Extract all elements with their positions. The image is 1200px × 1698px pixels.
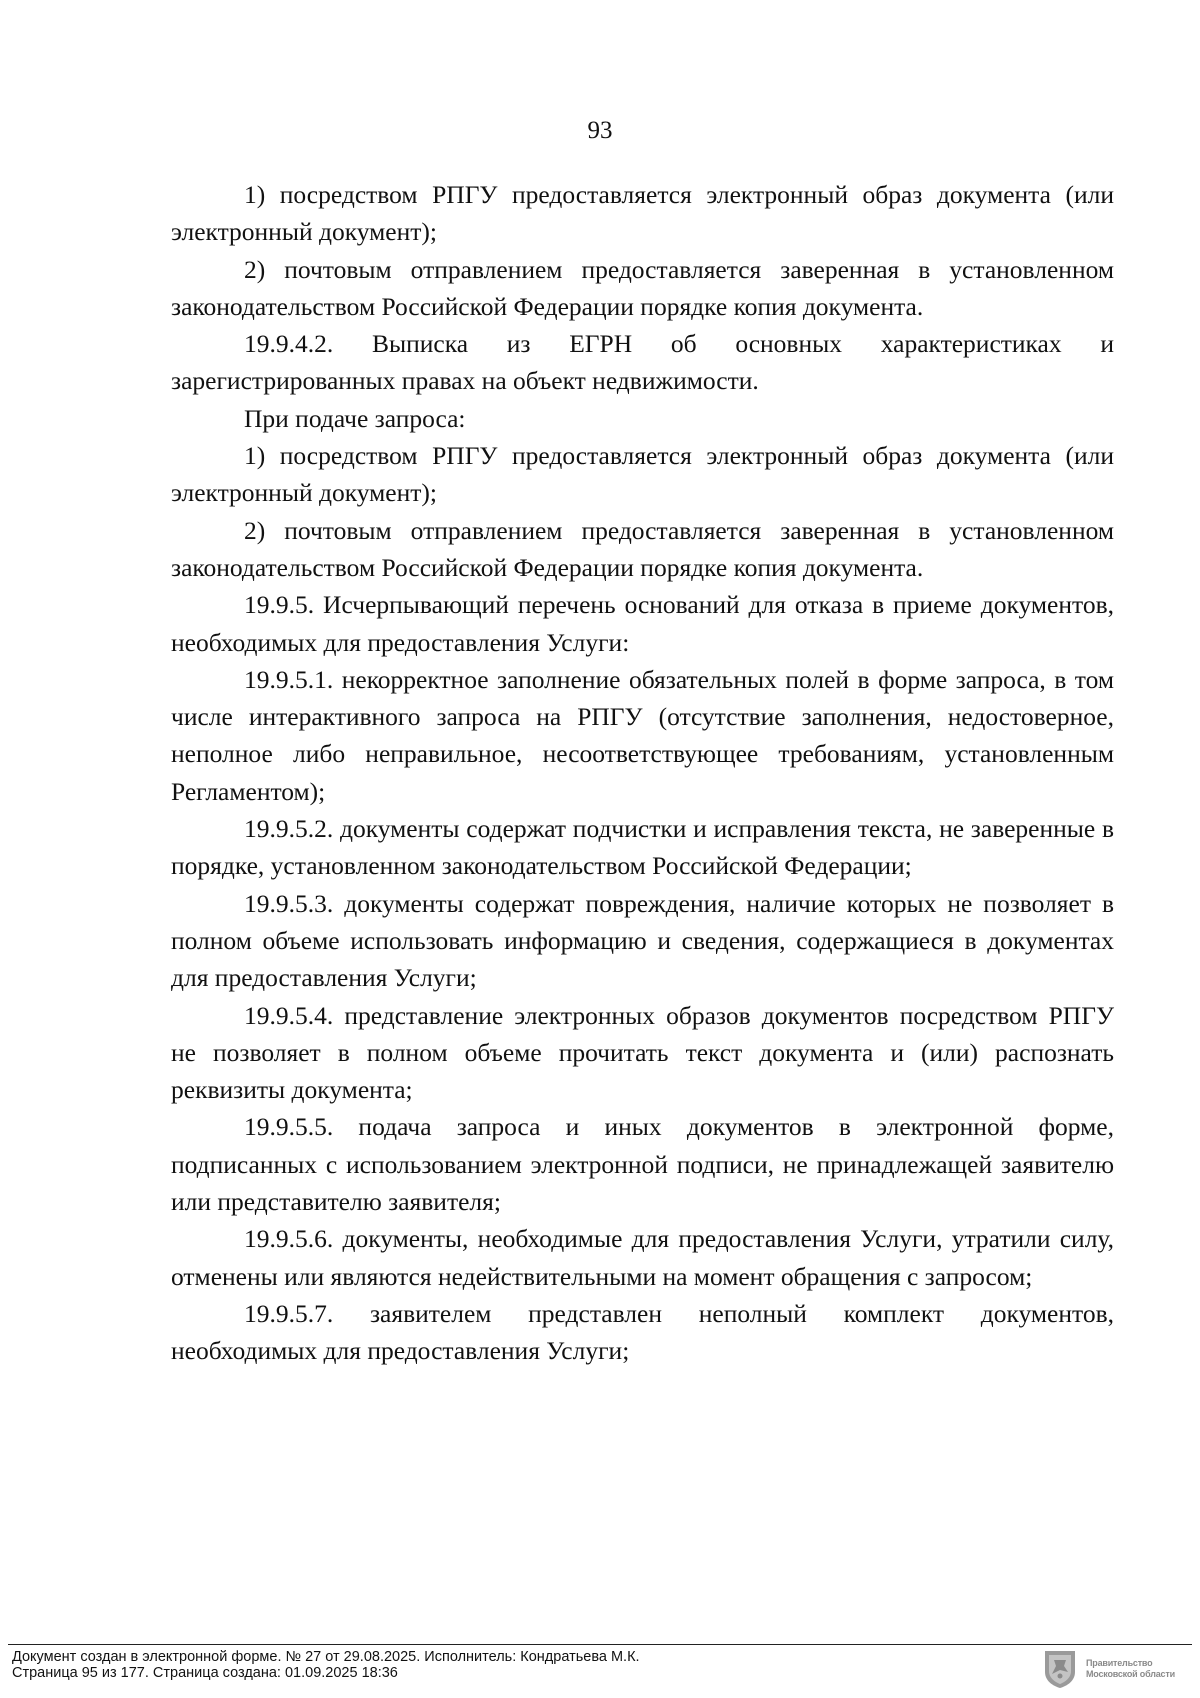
paragraph-10: 19.9.5.3. документы содержат повреждения, наличие которых не позволяет в полном объеме использовать информацию и сведения, содержащиеся в документах для предоставления Услуги; [171, 888, 1114, 993]
document-body [171, 176, 1114, 1370]
coat-of-arms-icon [1042, 1648, 1078, 1690]
paragraph-3: 19.9.4.2. Выписка из ЕГРН об основных характеристиках и зарегистрированных правах на объект недвижимости. [171, 329, 1114, 396]
paragraph-7: 19.9.5. Исчерпывающий перечень оснований для отказа в приеме документов, необходимых для предоставления Услуги: [171, 590, 1114, 657]
paragraph-9: 19.9.5.2. документы содержат подчистки и исправления текста, не заверенные в порядке, установленном законодательством Российской Федерации; [171, 814, 1114, 881]
logo-caption [1086, 1658, 1175, 1680]
paragraph-8: 19.9.5.1. некорректное заполнение обязательных полей в форме запроса, в том числе интерактивного запроса на РПГУ (отсутствие заполнения, недостоверное, неполное либо неправильное, несоответствующее требованиям, установленным Регламентом); [171, 664, 1114, 806]
government-logo [1042, 1647, 1192, 1691]
paragraph-12: 19.9.5.5. подача запроса и иных документов в электронной форме, подписанных с использованием электронной подписи, не принадлежащей заявителю или представителю заявителя; [171, 1112, 1114, 1217]
paragraph-1: 1) посредством РПГУ предоставляется электронный образ документа (или электронный документ); [171, 180, 1114, 247]
footer-divider [8, 1644, 1192, 1645]
paragraph-14: 19.9.5.7. заявителем представлен неполный комплект документов, необходимых для предоставления Услуги; [171, 1298, 1114, 1366]
logo-caption-line-2: Московской области [1086, 1669, 1175, 1679]
footer-info [12, 1649, 640, 1681]
paragraph-13: 19.9.5.6. документы, необходимые для предоставления Услуги, утратили силу, отменены или являются недействительными на момент обращения с запросом; [171, 1224, 1114, 1291]
footer-line-2: Страница 95 из 177. Страница создана: 01.09.2025 18:36 [12, 1665, 398, 1681]
paragraph-6: 2) почтовым отправлением предоставляется заверенная в установленном законодательством Российской Федерации порядке копия документа. [171, 515, 1114, 582]
paragraph-5: 1) посредством РПГУ предоставляется электронный образ документа (или электронный документ); [171, 441, 1114, 508]
footer-line-1: Документ создан в электронной форме. № 27 от 29.08.2025. Исполнитель: Кондратьева М.К. [12, 1649, 640, 1665]
paragraph-4: При подаче запроса: [244, 403, 466, 433]
page-number: 93 [587, 117, 613, 144]
paragraph-2: 2) почтовым отправлением предоставляется заверенная в установленном законодательством Российской Федерации порядке копия документа. [171, 254, 1114, 321]
paragraph-11: 19.9.5.4. представление электронных образов документов посредством РПГУ не позволяет в полном объеме прочитать текст документа и (или) распознать реквизиты документа; [171, 1000, 1114, 1105]
logo-caption-line-1: Правительство [1086, 1658, 1153, 1668]
